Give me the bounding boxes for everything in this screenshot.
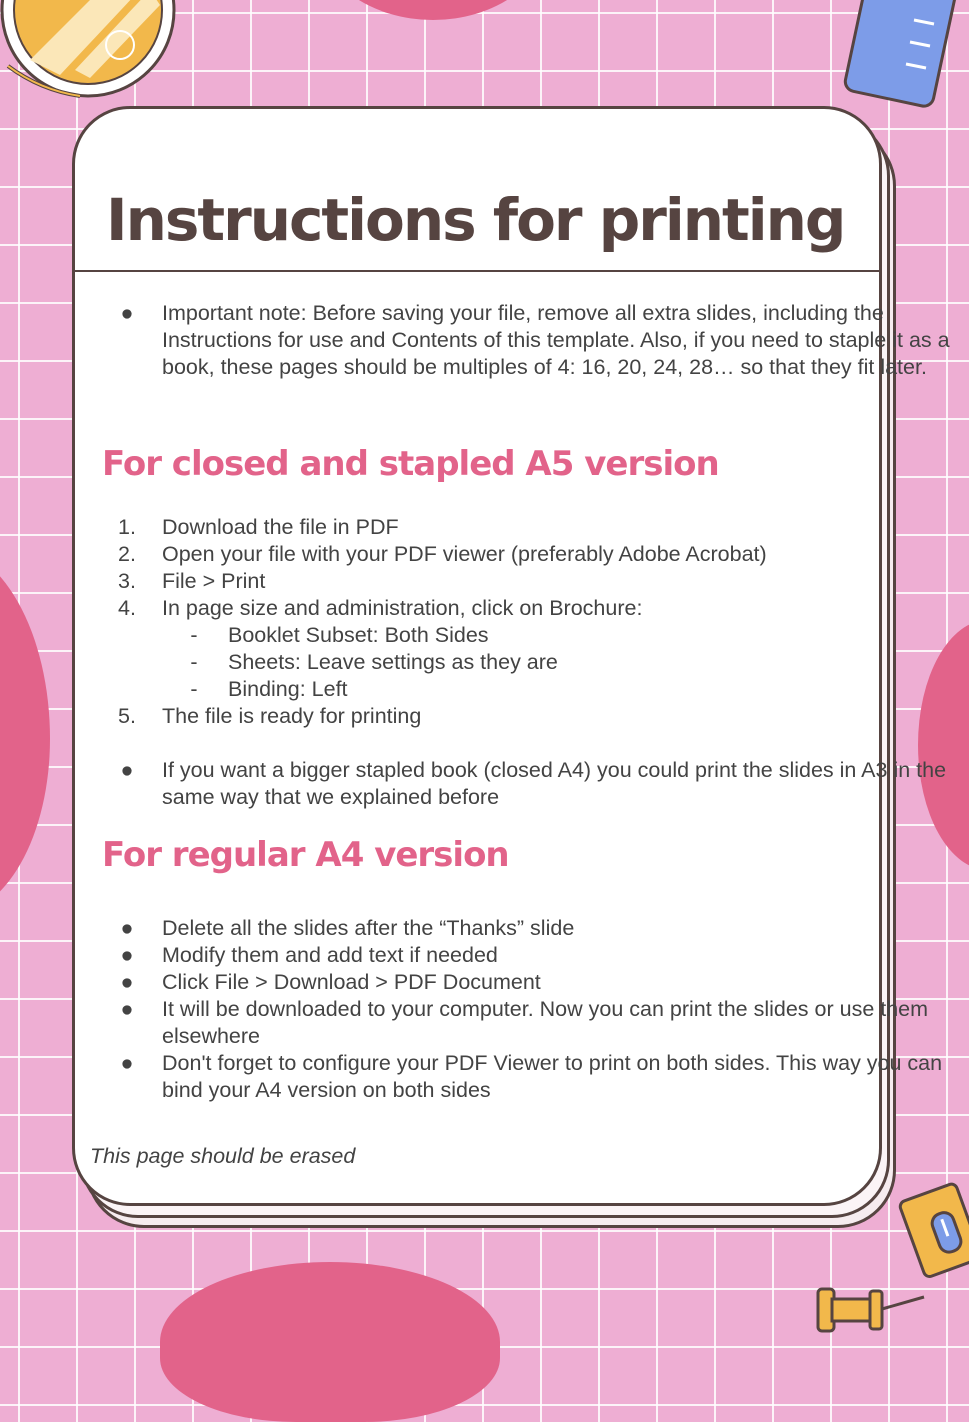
pencil-sharpener-icon: [895, 1172, 969, 1282]
bullet: ●: [120, 758, 134, 782]
step-number: 1.: [118, 515, 136, 539]
bullet: ●: [120, 970, 134, 994]
bullet: ●: [120, 997, 134, 1021]
a3-tip-list: [0, 757, 969, 811]
step-text: Open your file with your PDF viewer (preferably Adobe Acrobat): [162, 542, 767, 566]
list-item: [0, 649, 558, 676]
section-title-a5: For closed and stapled A5 version: [102, 444, 719, 484]
list-item: [0, 996, 969, 1050]
pink-blob-top: [318, 0, 548, 20]
a3-tip: If you want a bigger stapled book (closed A4) you could print the slides in A3 in the same way that we explained before: [162, 758, 947, 809]
a4-item-text: It will be downloaded to your computer. Now you can print the slides or use them elsewhere: [162, 997, 929, 1048]
substep-text: Binding: Left: [228, 677, 348, 701]
a5-steps-list: [0, 514, 767, 622]
step-number: 2.: [118, 542, 136, 566]
intro-list: [0, 300, 969, 381]
list-item: [0, 969, 969, 996]
a4-steps-list: [0, 915, 969, 1104]
brochure-settings-list: [0, 622, 558, 703]
intro-note: Important note: Before saving your file, remove all extra slides, including the Instructions for use and Contents of this template. Also, if you need to staple it as a book, these pages should be multiples of 4: 16, 20, 24, 28… so that they fit later.: [162, 301, 950, 379]
step-text: The file is ready for printing: [162, 704, 422, 728]
bullet: ●: [120, 301, 134, 325]
step-number: 5.: [118, 704, 136, 728]
bullet: ●: [120, 943, 134, 967]
step-text: In page size and administration, click on Brochure:: [162, 596, 643, 620]
list-item: [0, 595, 767, 622]
erase-note: This page should be erased: [90, 1144, 356, 1168]
dash: -: [190, 677, 198, 701]
step-number: 3.: [118, 569, 136, 593]
substep-text: Booklet Subset: Both Sides: [228, 623, 489, 647]
list-item: [0, 676, 558, 703]
a4-item-text: Don't forget to configure your PDF Viewer to print on both sides. This way you can bind your A4 version on both sides: [162, 1051, 943, 1102]
list-item: [0, 703, 421, 730]
section-title-a4: For regular A4 version: [102, 835, 509, 875]
list-item: [0, 757, 969, 811]
list-item: [0, 942, 969, 969]
list-item: [0, 622, 558, 649]
tape-roll-icon: [0, 0, 180, 110]
pink-blob-right: [918, 620, 969, 870]
list-item: [0, 541, 767, 568]
dash: -: [190, 650, 198, 674]
a4-item-text: Delete all the slides after the “Thanks” slide: [162, 916, 575, 940]
step-number: 4.: [118, 596, 136, 620]
ruler-icon: [836, 0, 969, 112]
title-divider: [72, 270, 879, 272]
pink-blob-bottom: [160, 1262, 500, 1422]
a4-item-text: Modify them and add text if needed: [162, 943, 498, 967]
bullet: ●: [120, 916, 134, 940]
step-text: File > Print: [162, 569, 266, 593]
substep-text: Sheets: Leave settings as they are: [228, 650, 558, 674]
list-item: [0, 1050, 969, 1104]
bullet: ●: [120, 1051, 134, 1075]
list-item: [0, 568, 767, 595]
list-item: [0, 915, 969, 942]
a5-final-step: [0, 703, 421, 730]
list-item: [0, 300, 969, 381]
page-title: Instructions for printing: [106, 186, 845, 254]
a4-item-text: Click File > Download > PDF Document: [162, 970, 541, 994]
step-text: Download the file in PDF: [162, 515, 399, 539]
list-item: [0, 514, 767, 541]
push-pin-icon: [812, 1275, 928, 1338]
dash: -: [190, 623, 198, 647]
